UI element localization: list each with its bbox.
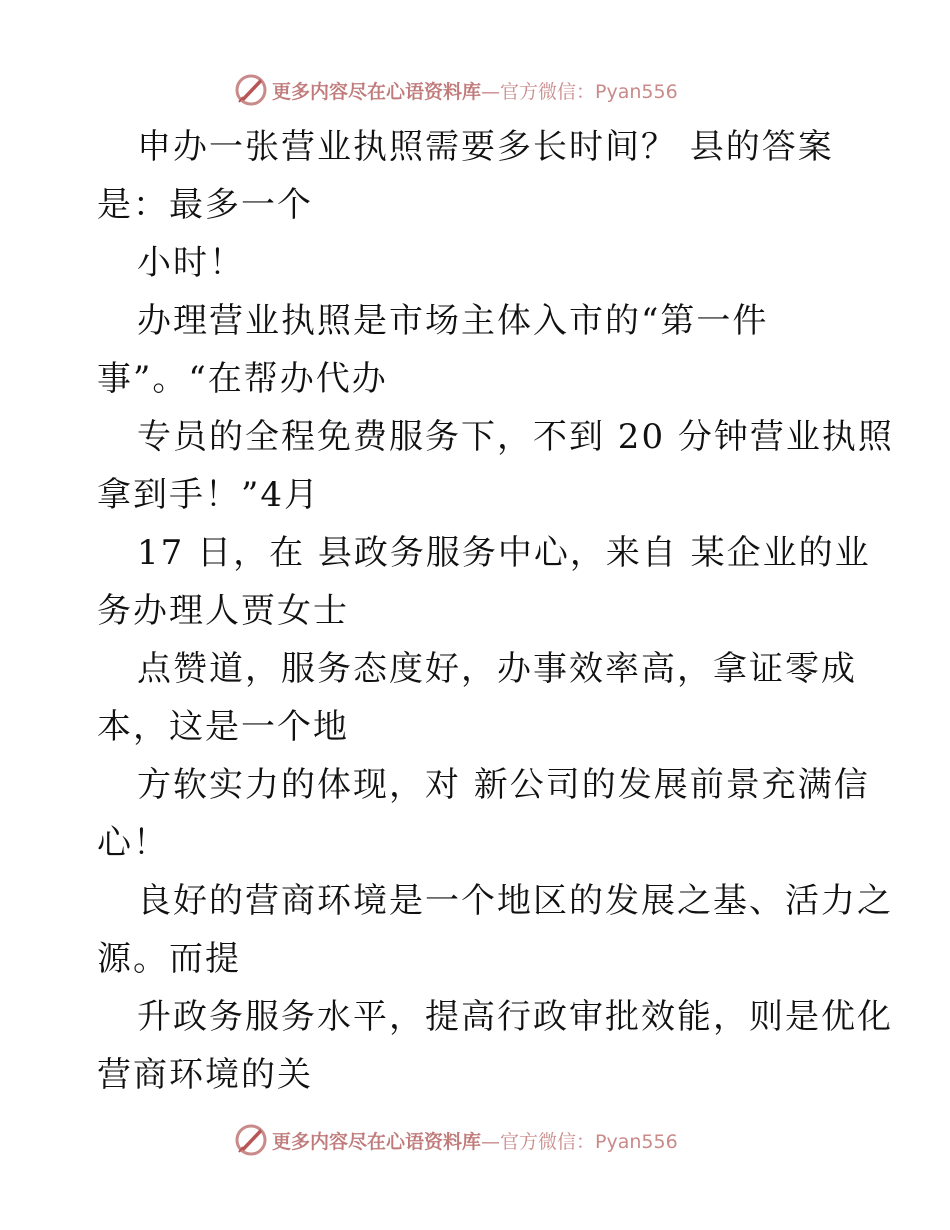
text-line: 良好的营商环境是一个地区的发展之基、活力之	[137, 881, 893, 921]
text-line: 事”。“在帮办代办	[97, 359, 388, 399]
watermark-text: 更多内容尽在心语资料库—官方微信：Pyan556	[272, 80, 678, 103]
watermark-text: 更多内容尽在心语资料库—官方微信：Pyan556	[272, 1130, 678, 1153]
footer-watermark	[234, 1120, 678, 1160]
text-line: 专员的全程免费服务下，不到 20 分钟营业执照	[137, 417, 894, 457]
text-line: 点赞道，服务态度好，办事效率高，拿证零成	[137, 649, 857, 689]
text-line: 办理营业执照是市场主体入市的“第一件	[137, 301, 769, 341]
text-line: 申办一张营业执照需要多长时间？ 县的答案	[137, 127, 834, 167]
quill-logo-icon	[234, 1123, 268, 1157]
header-watermark	[234, 70, 678, 110]
text-line: 17 日，在 县政务服务中心，来自 某企业的业	[137, 533, 871, 573]
text-line: 小时！	[137, 243, 245, 283]
text-line: 本，这是一个地	[97, 707, 349, 747]
quill-logo-icon	[234, 73, 268, 107]
text-line: 心！	[97, 823, 169, 863]
text-line: 升政务服务水平，提高行政审批效能，则是优化	[137, 997, 893, 1037]
text-line: 源。而提	[97, 939, 241, 979]
text-line: 拿到手！”4月	[97, 475, 321, 515]
text-line: 营商环境的关	[97, 1055, 313, 1095]
text-line: 是：最多一个	[97, 185, 313, 225]
text-line: 方软实力的体现，对 新公司的发展前景充满信	[137, 765, 870, 805]
text-line: 务办理人贾女士	[97, 591, 349, 631]
document-body	[97, 118, 894, 1104]
